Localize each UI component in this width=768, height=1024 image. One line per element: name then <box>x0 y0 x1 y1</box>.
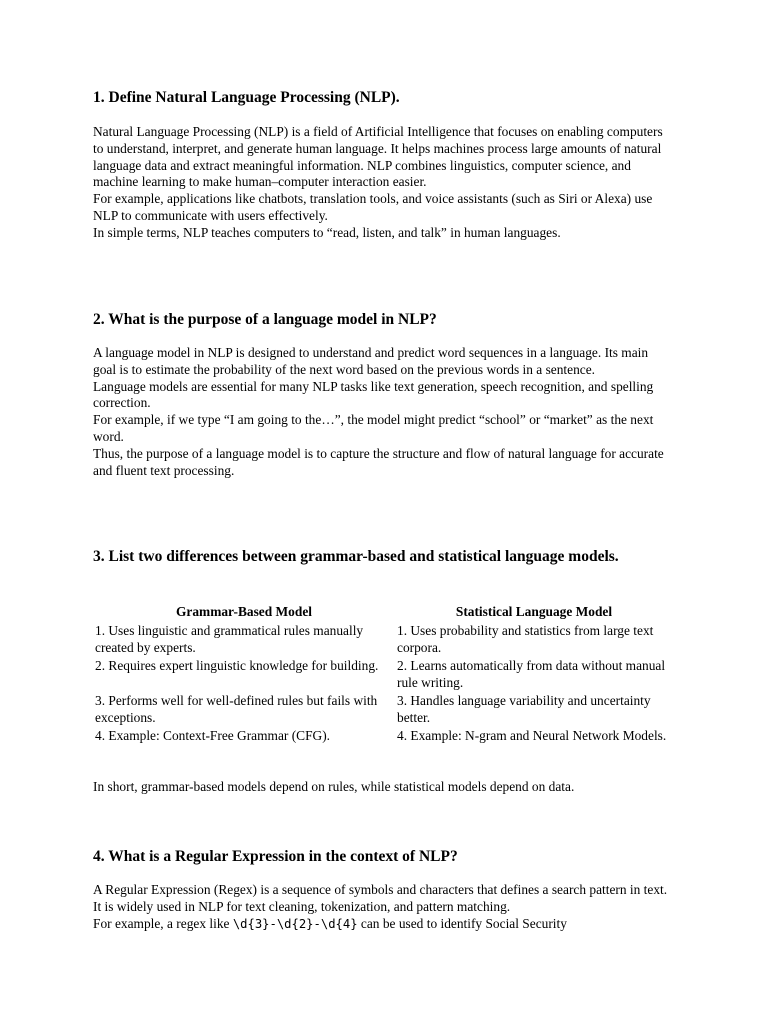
section-1-paragraph-2: For example, applications like chatbots, translation tools, and voice assistants (such as Siri or Alexa) use NLP to communicate with users effectively. <box>93 191 653 223</box>
section-2-paragraph-3: For example, if we type “I am going to the…”, the model might predict “school” or “market” as the next word. <box>93 412 654 444</box>
section-4-example <box>93 916 673 933</box>
table-cell: 1. Uses linguistic and grammatical rules manually created by experts. <box>95 623 364 655</box>
table-row <box>93 692 673 727</box>
table-cell: 2. Requires expert linguistic knowledge for building. <box>95 658 379 673</box>
regex-code: \d{3}-\d{2}-\d{4} <box>232 916 358 931</box>
table-cell: 4. Example: N-gram and Neural Network Models. <box>397 728 667 743</box>
table-cell: 4. Example: Context-Free Grammar (CFG). <box>95 728 331 743</box>
section-4-body <box>93 882 673 932</box>
section-4-paragraph-1: A Regular Expression (Regex) is a sequence of symbols and characters that defines a search pattern in text. It is widely used in NLP for text cleaning, tokenization, and pattern matching. <box>93 882 668 914</box>
section-2-heading: 2. What is the purpose of a language model in NLP? <box>93 311 437 328</box>
section-4-example-suffix: can be used to identify Social Security <box>357 915 567 931</box>
section-4-heading: 4. What is a Regular Expression in the context of NLP? <box>93 848 458 865</box>
section-3-summary <box>93 779 673 796</box>
comparison-table-header-row <box>93 601 673 622</box>
comparison-table <box>93 601 673 745</box>
column-header-statistical: Statistical Language Model <box>455 603 613 619</box>
section-2-paragraph-4: Thus, the purpose of a language model is to capture the structure and flow of natural language for accurate and fluent text processing. <box>93 445 664 478</box>
section-1-paragraph-1: Natural Language Processing (NLP) is a field of Artificial Intelligence that focuses on enabling computers to understand, interpret, and generate human language. It helps machines process large amounts of natural language data and extract meaningful information. NLP combines linguistics, computer science, and machine learning to make human–computer interaction easier. <box>93 124 663 190</box>
table-row <box>93 657 673 692</box>
table-cell: 3. Performs well for well-defined rules but fails with exceptions. <box>95 693 378 725</box>
section-1-heading: 1. Define Natural Language Processing (NLP). <box>93 89 400 106</box>
table-cell: 2. Learns automatically from data without manual rule writing. <box>397 658 666 690</box>
section-1-body <box>93 124 673 242</box>
section-3-heading: 3. List two differences between grammar-based and statistical language models. <box>93 548 619 565</box>
section-1-paragraph-3: In simple terms, NLP teaches computers to “read, listen, and talk” in human languages. <box>93 224 561 240</box>
table-cell: 1. Uses probability and statistics from large text corpora. <box>397 623 654 655</box>
table-row <box>93 727 673 745</box>
table-row <box>93 622 673 657</box>
section-4-example-prefix: For example, a regex like <box>93 915 233 931</box>
section-2-body <box>93 345 673 479</box>
section-3-summary-text: In short, grammar-based models depend on rules, while statistical models depend on data. <box>93 779 575 794</box>
column-header-grammar-based: Grammar-Based Model <box>176 603 312 619</box>
section-2-paragraph-1: A language model in NLP is designed to understand and predict word sequences in a language. Its main goal is to estimate the probability of the next word based on the previous words in a sentence. <box>93 345 649 377</box>
table-cell: 3. Handles language variability and uncertainty better. <box>397 693 651 725</box>
section-2-paragraph-2: Language models are essential for many NLP tasks like text generation, speech recognition, and spelling correction. <box>93 378 654 411</box>
